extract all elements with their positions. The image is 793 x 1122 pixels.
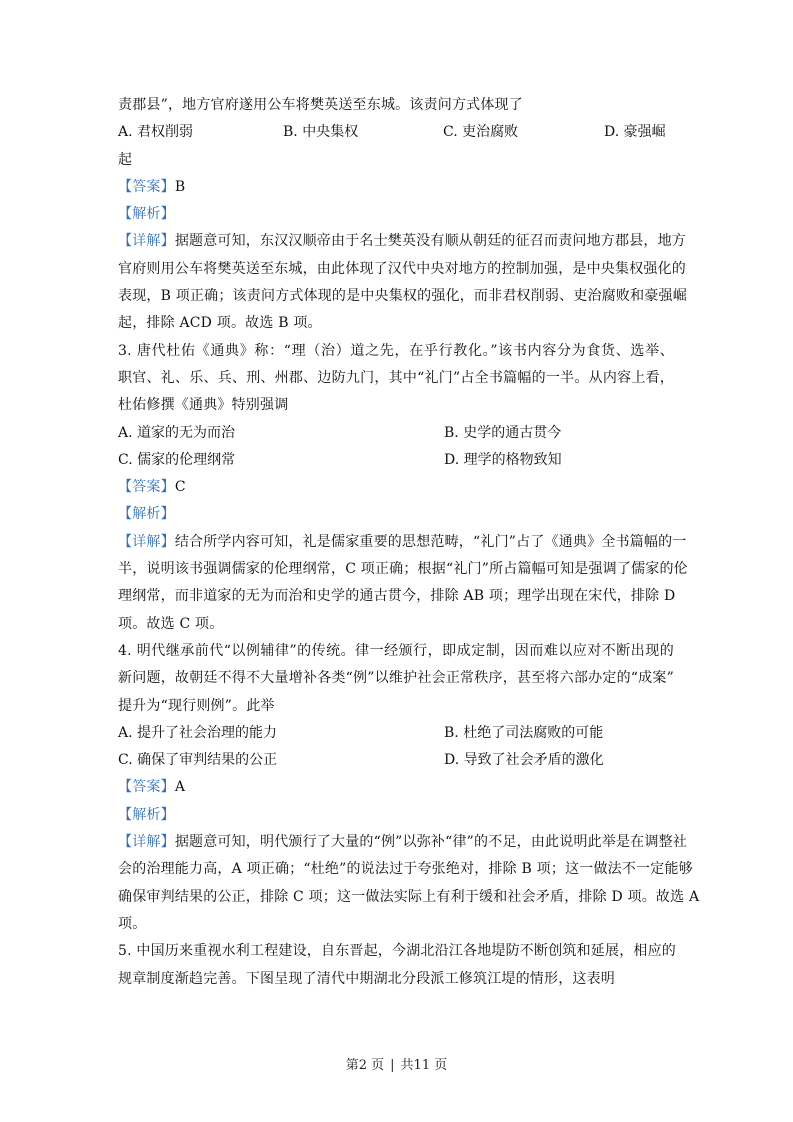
q4-option-c: C. 确保了审判结果的公正 [118,752,278,769]
q2-option-overflow: 起 [118,151,133,168]
q4-stem-line: 提升为“现行则例”。此举 [118,697,275,714]
q3-option-c: C. 儒家的伦理纲常 [118,451,236,468]
answer-tag: 【答案】 [118,178,175,195]
q4-detail-line: 会的治理能力高，A 项正确；“杜绝”的说法过于夸张绝对，排除 B 项；这一做法不一定能够 [118,861,693,878]
q2-detail-line: 起，排除 ACD 项。故选 B 项。 [118,315,322,332]
page-footer [0,1054,793,1073]
q2-analysis [118,201,674,228]
q4-detail-line: 项。 [118,915,147,932]
q2-detail-line: 【详解】据题意可知，东汉汉顺帝由于名士樊英没有顺从朝廷的征召而责问地方郡县，地方 [118,233,687,250]
q3-answer-value: C [174,479,186,496]
q4-options-row-2 [118,747,674,774]
q4-option-a: A. 提升了社会治理的能力 [118,724,278,741]
analysis-tag: 【解析】 [118,206,175,223]
q5-stem-line: 规章制度渐趋完善。下图呈现了清代中期湖北分段派工修筑江堤的情形，这表明 [118,970,615,987]
q3-option-b: B. 史学的通古贯今 [444,424,562,441]
detail-tag: 【详解】 [118,533,175,550]
q3-option-d: D. 理学的格物致知 [444,451,562,468]
q3-options-row-1 [118,420,674,447]
q3-detail-line: 半，说明该书强调儒家的伦理纲常，C 项正确；根据“礼门”所占篇幅可知是强调了儒家的伦 [118,561,688,578]
answer-tag: 【答案】 [118,479,175,496]
q2-options [118,119,674,146]
q4-option-b: B. 杜绝了司法腐败的可能 [444,724,604,741]
q3-analysis [118,501,674,528]
document-page [118,92,700,993]
q3-stem-line: 3. 唐代杜佑《通典》称：“理（治）道之先，在乎行教化。”该书内容分为食货、选举、 [118,342,674,359]
q3-detail-line: 理纲常，而非道家的无为而治和史学的通古贯今，排除 AB 项；理学出现在宋代，排除 D [118,588,676,605]
q4-stem-line: 4. 明代继承前代“以例辅律”的传统。律一经颁行，即成定制，因而难以应对不断出现的 [118,642,674,659]
analysis-tag: 【解析】 [118,806,175,823]
analysis-tag: 【解析】 [118,506,175,523]
q3-option-a: A. 道家的无为而治 [118,424,236,441]
footer-separator: | [390,1058,395,1073]
q2-option-c: C. 吏治腐败 [443,124,519,141]
q4-stem-line: 新问题，故朝廷不得不大量增补各类“例”以维护社会正常秩序，甚至将六部办定的“成案” [118,670,674,687]
q4-options-row-1 [118,720,674,747]
q4-detail-line: 确保审判结果的公正，排除 C 项；这一做法实际上有利于缓和社会矛盾，排除 D 项。故选 A [118,888,700,905]
q5-stem-line: 5. 中国历来重视水利工程建设，自东晋起，今湖北沿江各地堤防不断创筑和延展，相应的 [118,943,677,960]
answer-tag: 【答案】 [118,779,175,796]
q4-option-d: D. 导致了社会矛盾的激化 [444,752,604,769]
q4-answer-value: A [174,779,186,796]
q2-answer-value: B [174,178,186,195]
q2-stem-tail: 责郡县”，地方官府遂用公车将樊英送至东城。该责问方式体现了 [118,97,523,113]
q3-stem-line: 杜佑修撰《通典》特别强调 [118,397,289,414]
q4-answer [118,774,674,801]
q4-detail-line: 【详解】据题意可知，明代颁行了大量的“例”以弥补“律”的不足，由此说明此举是在调整社 [118,834,688,851]
q2-detail-line: 官府则用公车将樊英送至东城，由此体现了汉代中央对地方的控制加强，是中央集权强化的 [118,260,686,277]
q2-option-a: A. 君权削弱 [118,124,194,141]
q3-answer [118,474,674,501]
page-total: 共11 页 [400,1058,448,1073]
q3-stem-line: 职官、礼、乐、兵、刑、州郡、边防九门，其中“礼门”占全书篇幅的一半。从内容上看， [118,369,674,386]
q2-option-b: B. 中央集权 [283,124,359,141]
q3-detail-line: 项。故选 C 项。 [118,615,224,632]
q2-answer [118,174,674,201]
q4-analysis [118,802,674,829]
detail-tag: 【详解】 [118,834,175,851]
q2-detail-line: 表现，B 项正确；该责问方式体现的是中央集权的强化，而非君权削弱、吏治腐败和豪强崛 [118,288,687,305]
detail-tag: 【详解】 [118,233,175,250]
q3-detail-line: 【详解】结合所学内容可知，礼是儒家重要的思想范畴，“礼门”占了《通典》全书篇幅的一 [118,533,687,550]
q2-option-d: D. 豪强崛 [604,124,666,141]
q3-options-row-2 [118,447,674,474]
page-number: 第2 页 [345,1058,385,1073]
